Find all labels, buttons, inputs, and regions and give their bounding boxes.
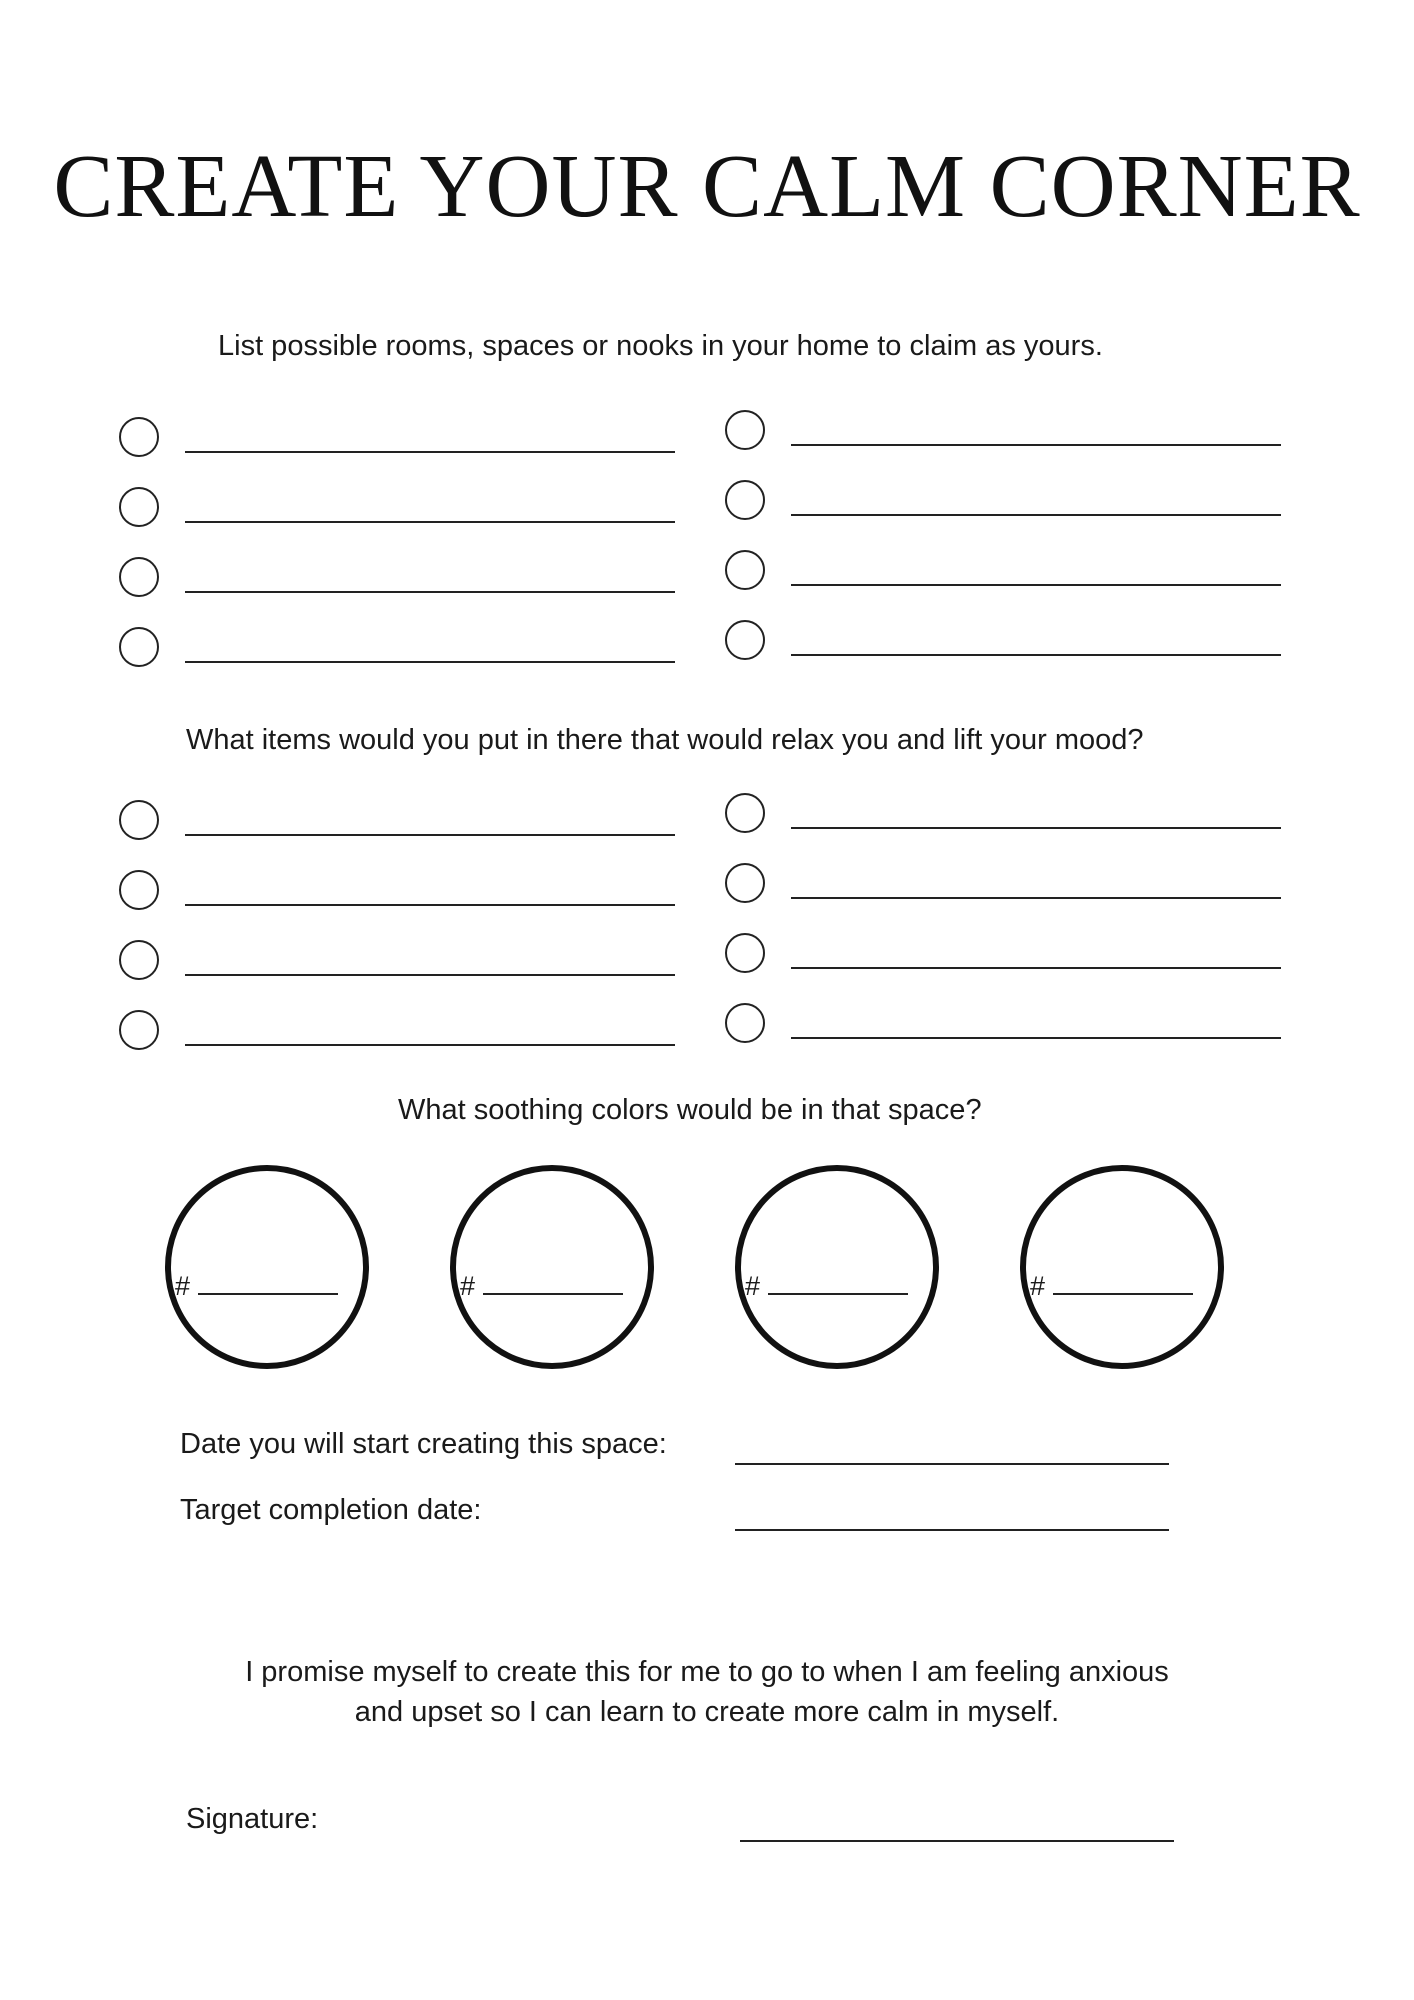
room-item-7 [725, 550, 1285, 594]
hex-code-field[interactable] [175, 1271, 338, 1302]
checkbox-circle[interactable] [725, 933, 765, 973]
write-in-line[interactable] [185, 904, 675, 906]
mood-item-1 [119, 800, 679, 844]
color-swatch-1[interactable] [165, 1165, 369, 1369]
write-in-line[interactable] [185, 974, 675, 976]
start-date-line[interactable] [735, 1463, 1169, 1465]
room-item-1 [119, 417, 679, 461]
promise-statement [140, 1652, 1274, 1732]
mood-item-2 [119, 870, 679, 914]
write-in-line[interactable] [791, 827, 1281, 829]
write-in-line[interactable] [198, 1273, 338, 1295]
hex-code-field[interactable] [1030, 1271, 1193, 1302]
color-swatch-2[interactable] [450, 1165, 654, 1369]
mood-item-5 [725, 793, 1285, 837]
target-date-line[interactable] [735, 1529, 1169, 1531]
checkbox-circle[interactable] [119, 1010, 159, 1050]
room-item-5 [725, 410, 1285, 454]
hash-label: # [745, 1271, 761, 1301]
hash-label: # [1030, 1271, 1046, 1301]
room-item-4 [119, 627, 679, 671]
room-item-8 [725, 620, 1285, 664]
room-item-2 [119, 487, 679, 531]
write-in-line[interactable] [185, 451, 675, 453]
mood-item-4 [119, 1010, 679, 1054]
checkbox-circle[interactable] [119, 627, 159, 667]
start-date-label: Date you will start creating this space: [180, 1428, 667, 1460]
colors-prompt: What soothing colors would be in that space? [398, 1094, 982, 1126]
signature-line[interactable] [740, 1840, 1174, 1842]
mood-item-3 [119, 940, 679, 984]
checkbox-circle[interactable] [725, 410, 765, 450]
hash-label: # [460, 1271, 476, 1301]
items-prompt: What items would you put in there that would relax you and lift your mood? [186, 724, 1144, 756]
promise-line-1: I promise myself to create this for me to go to when I am feeling anxious [245, 1656, 1169, 1688]
room-item-3 [119, 557, 679, 601]
write-in-line[interactable] [185, 1044, 675, 1046]
mood-item-7 [725, 933, 1285, 977]
checkbox-circle[interactable] [119, 940, 159, 980]
write-in-line[interactable] [483, 1273, 623, 1295]
checkbox-circle[interactable] [725, 793, 765, 833]
mood-item-8 [725, 1003, 1285, 1047]
write-in-line[interactable] [185, 521, 675, 523]
rooms-prompt: List possible rooms, spaces or nooks in your home to claim as yours. [218, 330, 1103, 362]
write-in-line[interactable] [791, 444, 1281, 446]
color-swatch-3[interactable] [735, 1165, 939, 1369]
checkbox-circle[interactable] [119, 417, 159, 457]
write-in-line[interactable] [768, 1273, 908, 1295]
hex-code-field[interactable] [460, 1271, 623, 1302]
room-item-6 [725, 480, 1285, 524]
signature-label: Signature: [186, 1803, 319, 1835]
checkbox-circle[interactable] [119, 870, 159, 910]
write-in-line[interactable] [1053, 1273, 1193, 1295]
write-in-line[interactable] [791, 1037, 1281, 1039]
checkbox-circle[interactable] [725, 620, 765, 660]
checkbox-circle[interactable] [725, 480, 765, 520]
write-in-line[interactable] [185, 834, 675, 836]
write-in-line[interactable] [791, 514, 1281, 516]
color-swatch-4[interactable] [1020, 1165, 1224, 1369]
mood-item-6 [725, 863, 1285, 907]
write-in-line[interactable] [185, 661, 675, 663]
checkbox-circle[interactable] [725, 1003, 765, 1043]
write-in-line[interactable] [791, 897, 1281, 899]
checkbox-circle[interactable] [725, 550, 765, 590]
hex-code-field[interactable] [745, 1271, 908, 1302]
promise-line-2: and upset so I can learn to create more calm in myself. [354, 1696, 1060, 1728]
write-in-line[interactable] [791, 584, 1281, 586]
write-in-line[interactable] [791, 967, 1281, 969]
target-date-label: Target completion date: [180, 1494, 482, 1526]
write-in-line[interactable] [185, 591, 675, 593]
checkbox-circle[interactable] [119, 487, 159, 527]
page-title: CREATE YOUR CALM CORNER [53, 137, 1361, 236]
write-in-line[interactable] [791, 654, 1281, 656]
hash-label: # [175, 1271, 191, 1301]
checkbox-circle[interactable] [119, 557, 159, 597]
checkbox-circle[interactable] [119, 800, 159, 840]
checkbox-circle[interactable] [725, 863, 765, 903]
